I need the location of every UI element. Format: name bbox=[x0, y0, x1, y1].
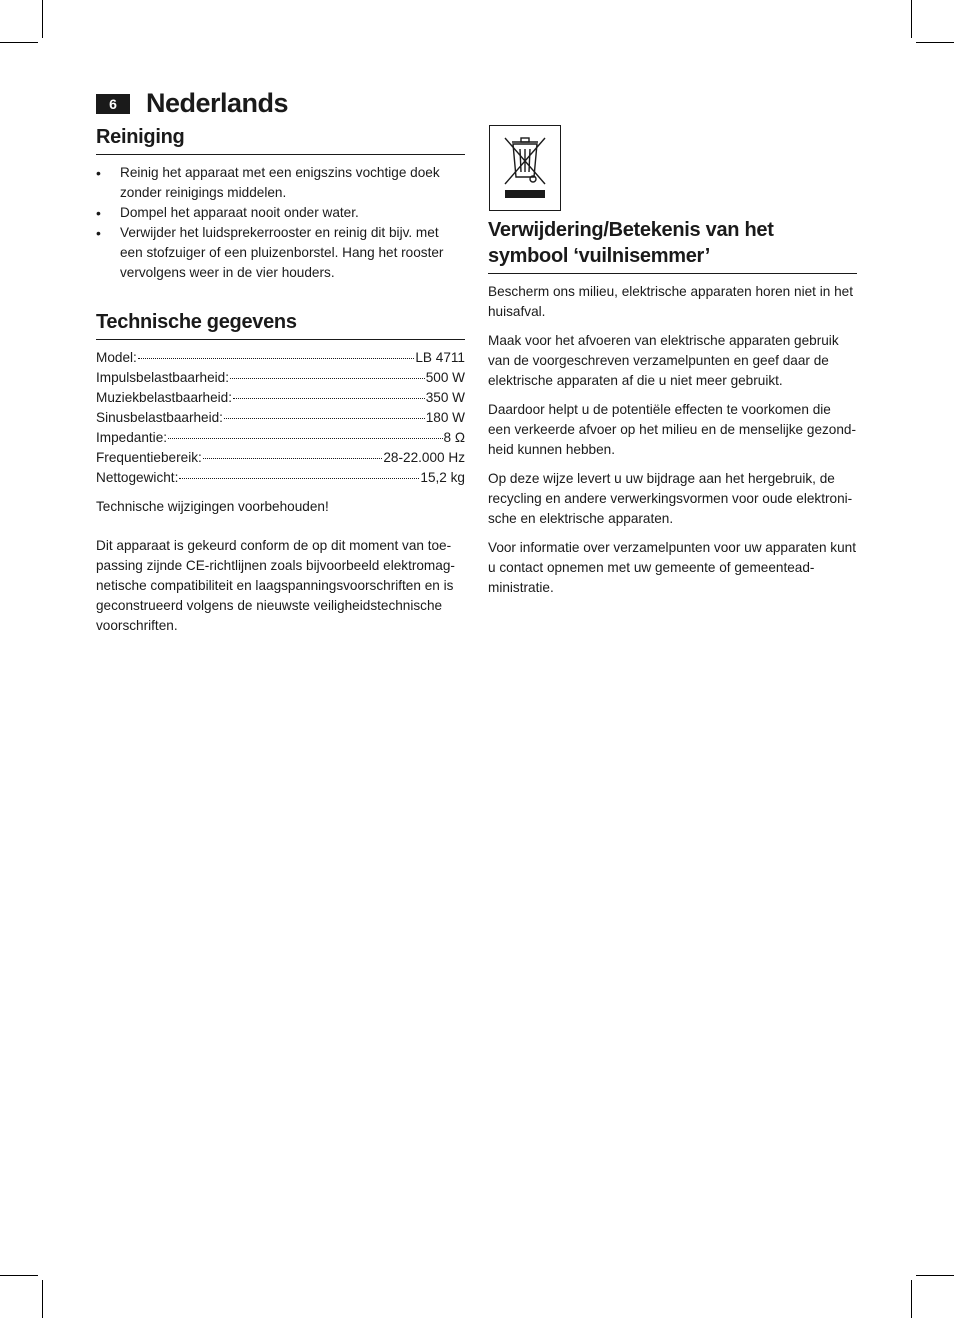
right-column bbox=[488, 124, 857, 598]
crop-mark bbox=[916, 1275, 954, 1276]
paragraph: Op deze wijze levert u uw bijdrage aan het hergebruik, de recycling en andere verwerkingsvormen voor oude elektroni-sche en elektrische apparaten. bbox=[488, 471, 853, 526]
spec-value: LB 4711 bbox=[415, 350, 465, 365]
spec-value: 28-22.000 Hz bbox=[383, 450, 465, 465]
paragraph: Maak voor het afvoeren van elektrische apparaten gebruik van de voorgeschreven verzamelpunten en geef daar de elektrische apparaten af die u niet meer gebruikt. bbox=[488, 333, 839, 388]
page-number: 6 bbox=[96, 94, 130, 114]
cleaning-heading: Reiniging bbox=[96, 124, 465, 155]
spec-label: Nettogewicht: bbox=[96, 470, 179, 485]
spec-label: Impulsbelastbaarheid: bbox=[96, 370, 229, 385]
crop-mark bbox=[0, 42, 38, 43]
disposal-text bbox=[488, 282, 857, 598]
spec-row bbox=[96, 468, 465, 488]
spec-label: Model: bbox=[96, 350, 137, 365]
left-column bbox=[96, 124, 465, 636]
spec-value: 180 W bbox=[425, 410, 465, 425]
technical-data-heading: Technische gegevens bbox=[96, 309, 465, 340]
spec-label: Muziekbelastbaarheid: bbox=[96, 390, 233, 405]
spec-value: 8 Ω bbox=[443, 430, 465, 445]
disposal-heading: Verwijdering/Betekenis van het symbool ‘vuilnisemmer’ bbox=[488, 217, 857, 274]
paragraph: Daardoor helpt u de potentiële effecten te voorkomen die een verkeerde afvoer op het milieu en de menselijke gezond-heid kunnen hebben. bbox=[488, 402, 857, 457]
conformity-text: Dit apparaat is gekeurd conform de op dit moment van toe-passing zijnde CE-richtlijnen zoals bijvoorbeeld elektromag-netische compatibiliteit en laagspanningsvoorschriften en is geconstrueerd volgens de nieuwste veiligheidstechnische voorschriften. bbox=[96, 538, 455, 633]
leader-dots bbox=[203, 445, 383, 459]
crop-mark bbox=[916, 42, 954, 43]
spec-label: Sinusbelastbaarheid: bbox=[96, 410, 223, 425]
cleaning-list bbox=[96, 163, 465, 283]
spec-value: 350 W bbox=[425, 390, 465, 405]
crop-mark bbox=[42, 1280, 43, 1318]
crop-mark bbox=[911, 1280, 912, 1318]
spec-value: 15,2 kg bbox=[420, 470, 465, 485]
spec-label: Impedantie: bbox=[96, 430, 168, 445]
list-item: • Verwijder het luidsprekerrooster en reinig dit bijv. met een stofzuiger of een pluizenborstel. Hang het rooster vervolgens weer in de vier houders. bbox=[96, 223, 465, 283]
list-item: • Dompel het apparaat nooit onder water. bbox=[96, 203, 465, 223]
list-item: • Reinig het apparaat met een enigszins vochtige doek zonder reinigings middelen. bbox=[96, 163, 465, 203]
leader-dots bbox=[138, 345, 415, 359]
spec-list bbox=[96, 348, 465, 488]
wheelie-bin-graphic bbox=[497, 132, 553, 204]
leader-dots bbox=[233, 385, 425, 399]
technical-note: Technische wijzigingen voorbehouden! bbox=[96, 499, 329, 514]
crossed-out-wheelie-bin-icon bbox=[489, 125, 561, 211]
paragraph: Voor informatie over verzamelpunten voor uw apparaten kunt u contact opnemen met uw gemeente of gemeentead-ministratie. bbox=[488, 540, 856, 595]
leader-dots bbox=[168, 425, 442, 439]
crop-mark bbox=[911, 0, 912, 38]
paragraph: Bescherm ons milieu, elektrische apparaten horen niet in het huisafval. bbox=[488, 284, 853, 319]
spec-label: Frequentiebereik: bbox=[96, 450, 202, 465]
leader-dots bbox=[179, 465, 419, 479]
crop-mark bbox=[42, 0, 43, 38]
spec-value: 500 W bbox=[425, 370, 465, 385]
page-header bbox=[96, 86, 288, 120]
crop-mark bbox=[0, 1275, 38, 1276]
leader-dots bbox=[224, 405, 425, 419]
leader-dots bbox=[230, 365, 425, 379]
page-title: Nederlands bbox=[146, 87, 289, 118]
